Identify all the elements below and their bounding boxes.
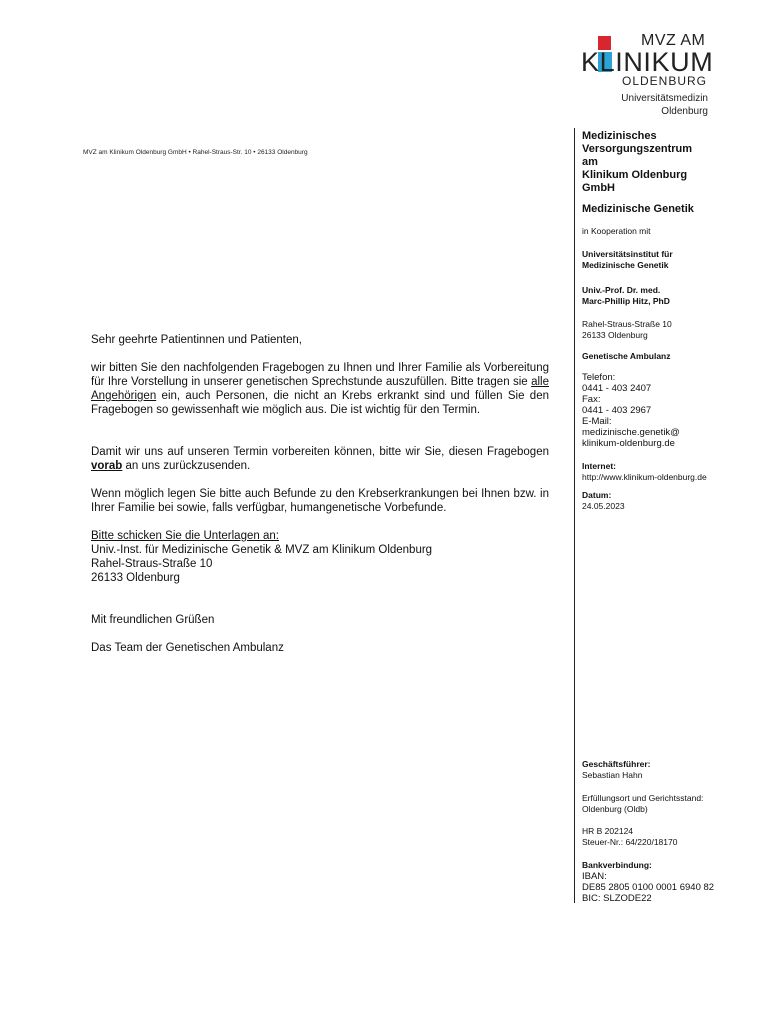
org-name xyxy=(582,130,692,195)
sidebar-address xyxy=(582,319,672,340)
register-block xyxy=(582,826,677,847)
iban-value: DE85 2805 0100 0001 6940 82 xyxy=(582,882,715,893)
emphasis-vorab: vorab xyxy=(91,460,123,472)
p1-text: wir bitten Sie den nachfolgenden Fragebogen zu Ihnen und Ihrer Familie als Vorbereitung für Ihre Vorstellung in unserer genetischen Sprechstunde auszufüllen. Bitte tragen sie xyxy=(91,362,549,388)
logo-uni-line2: Oldenburg xyxy=(661,106,708,117)
p2-text: an uns zurückzusenden. xyxy=(122,460,251,472)
department-label: Medizinische Genetik xyxy=(582,203,694,215)
date-label: Datum: xyxy=(582,490,612,500)
bank-label: Bankverbindung: xyxy=(582,860,652,870)
send-heading: Bitte schicken Sie die Unterlagen an: xyxy=(91,530,279,542)
bank-block xyxy=(582,860,714,904)
court-block xyxy=(582,793,703,814)
phone-number: 0441 - 403 2407 xyxy=(582,383,652,394)
professor-name xyxy=(582,285,670,306)
fax-number: 0441 - 403 2967 xyxy=(582,405,652,416)
org-line: Versorgungszentrum xyxy=(582,143,693,155)
gf-value: Sebastian Hahn xyxy=(582,769,643,780)
logo-university xyxy=(620,92,708,118)
recipient-line: Univ.-Inst. für Medizinische Genetik & MVZ am Klinikum Oldenburg xyxy=(91,544,433,556)
prof-line: Marc-Phillip Hitz, PhD xyxy=(582,295,670,306)
logo-uni-line1: Universitätsmedizin xyxy=(621,93,708,104)
logo-oldenburg-text: OLDENBURG xyxy=(622,74,708,88)
clinic-logo xyxy=(578,32,718,118)
ambulanz-label: Genetische Ambulanz xyxy=(582,351,671,361)
contact-block xyxy=(582,372,680,449)
closing: Mit freundlichen Grüßen xyxy=(91,614,215,626)
bank-line: IBAN: xyxy=(582,871,607,882)
institute-line: Universitätsinstitut für xyxy=(582,249,673,259)
underlined-all-relatives: alle Angehörigen xyxy=(91,376,549,402)
email-line: medizinische.genetik@ xyxy=(582,427,680,438)
internet-label: Internet: xyxy=(582,461,616,471)
register-line: HR B 202124 xyxy=(582,826,634,836)
recipient-street: Rahel-Straus-Straße 10 xyxy=(91,558,213,570)
address-line: 26133 Oldenburg xyxy=(582,329,648,340)
org-line: am xyxy=(582,156,598,168)
website-link: http://www.klinikum-oldenburg.de xyxy=(582,471,707,482)
recipient-city: 26133 Oldenburg xyxy=(91,572,180,584)
p2-text: Damit wir uns auf unseren Termin vorbereiten können, bitte wir Sie, diesen Fragebogen xyxy=(91,446,549,458)
bic-value: BIC: SLZODE22 xyxy=(582,893,652,904)
paragraph-findings: Wenn möglich legen Sie bitte auch Befunde zu den Krebserkrankungen bei Ihnen bzw. in Ihrer Familie bei sowie, falls verfügbar, humangenetische Vorbefunde. xyxy=(91,488,549,514)
email-line: klinikum-oldenburg.de xyxy=(582,438,675,449)
org-line: Medizinisches xyxy=(582,130,657,142)
date-value: 24.05.2023 xyxy=(582,500,625,511)
paragraph-return xyxy=(91,445,549,473)
greeting: Sehr geehrte Patientinnen und Patienten, xyxy=(91,334,302,346)
letterhead-sidebar xyxy=(574,128,745,903)
address-line: Rahel-Straus-Straße 10 xyxy=(582,319,672,329)
p1-text: ein, auch Personen, die nicht an Krebs erkrankt sind und füllen Sie den Fragebogen so gewissenhaft wie möglich aus. Die ist wichtig für den Termin. xyxy=(91,390,549,416)
gf-label: Geschäftsführer: xyxy=(582,759,651,769)
date-block xyxy=(582,490,625,511)
org-line: Klinikum Oldenburg xyxy=(582,169,688,181)
contact-line: Telefon: xyxy=(582,372,616,383)
sender-address-line: MVZ am Klinikum Oldenburg GmbH • Rahel-Straus-Str. 10 • 26133 Oldenburg xyxy=(83,149,308,156)
court-line: Erfüllungsort und Gerichtsstand: xyxy=(582,793,704,803)
signature: Das Team der Genetischen Ambulanz xyxy=(91,642,284,654)
institute-name xyxy=(582,249,673,270)
logo-klinikum-text: KLINIKUM xyxy=(581,47,714,77)
send-to-block xyxy=(91,529,432,585)
ambulanz-heading xyxy=(582,351,670,362)
logo-mvz-text: MVZ AM xyxy=(641,32,706,49)
cooperation-note: in Kooperation mit xyxy=(582,226,651,236)
court-line: Oldenburg (Oldb) xyxy=(582,803,648,814)
internet-block xyxy=(582,461,707,482)
tax-line: Steuer-Nr.: 64/220/18170 xyxy=(582,836,678,847)
managing-director xyxy=(582,759,651,780)
contact-line: Fax: xyxy=(582,394,601,405)
org-line: GmbH xyxy=(582,182,615,194)
department xyxy=(582,203,694,216)
contact-line: E-Mail: xyxy=(582,416,612,427)
prof-line: Univ.-Prof. Dr. med. xyxy=(582,285,661,295)
institute-line: Medizinische Genetik xyxy=(582,259,669,270)
paragraph-intro xyxy=(91,361,549,417)
